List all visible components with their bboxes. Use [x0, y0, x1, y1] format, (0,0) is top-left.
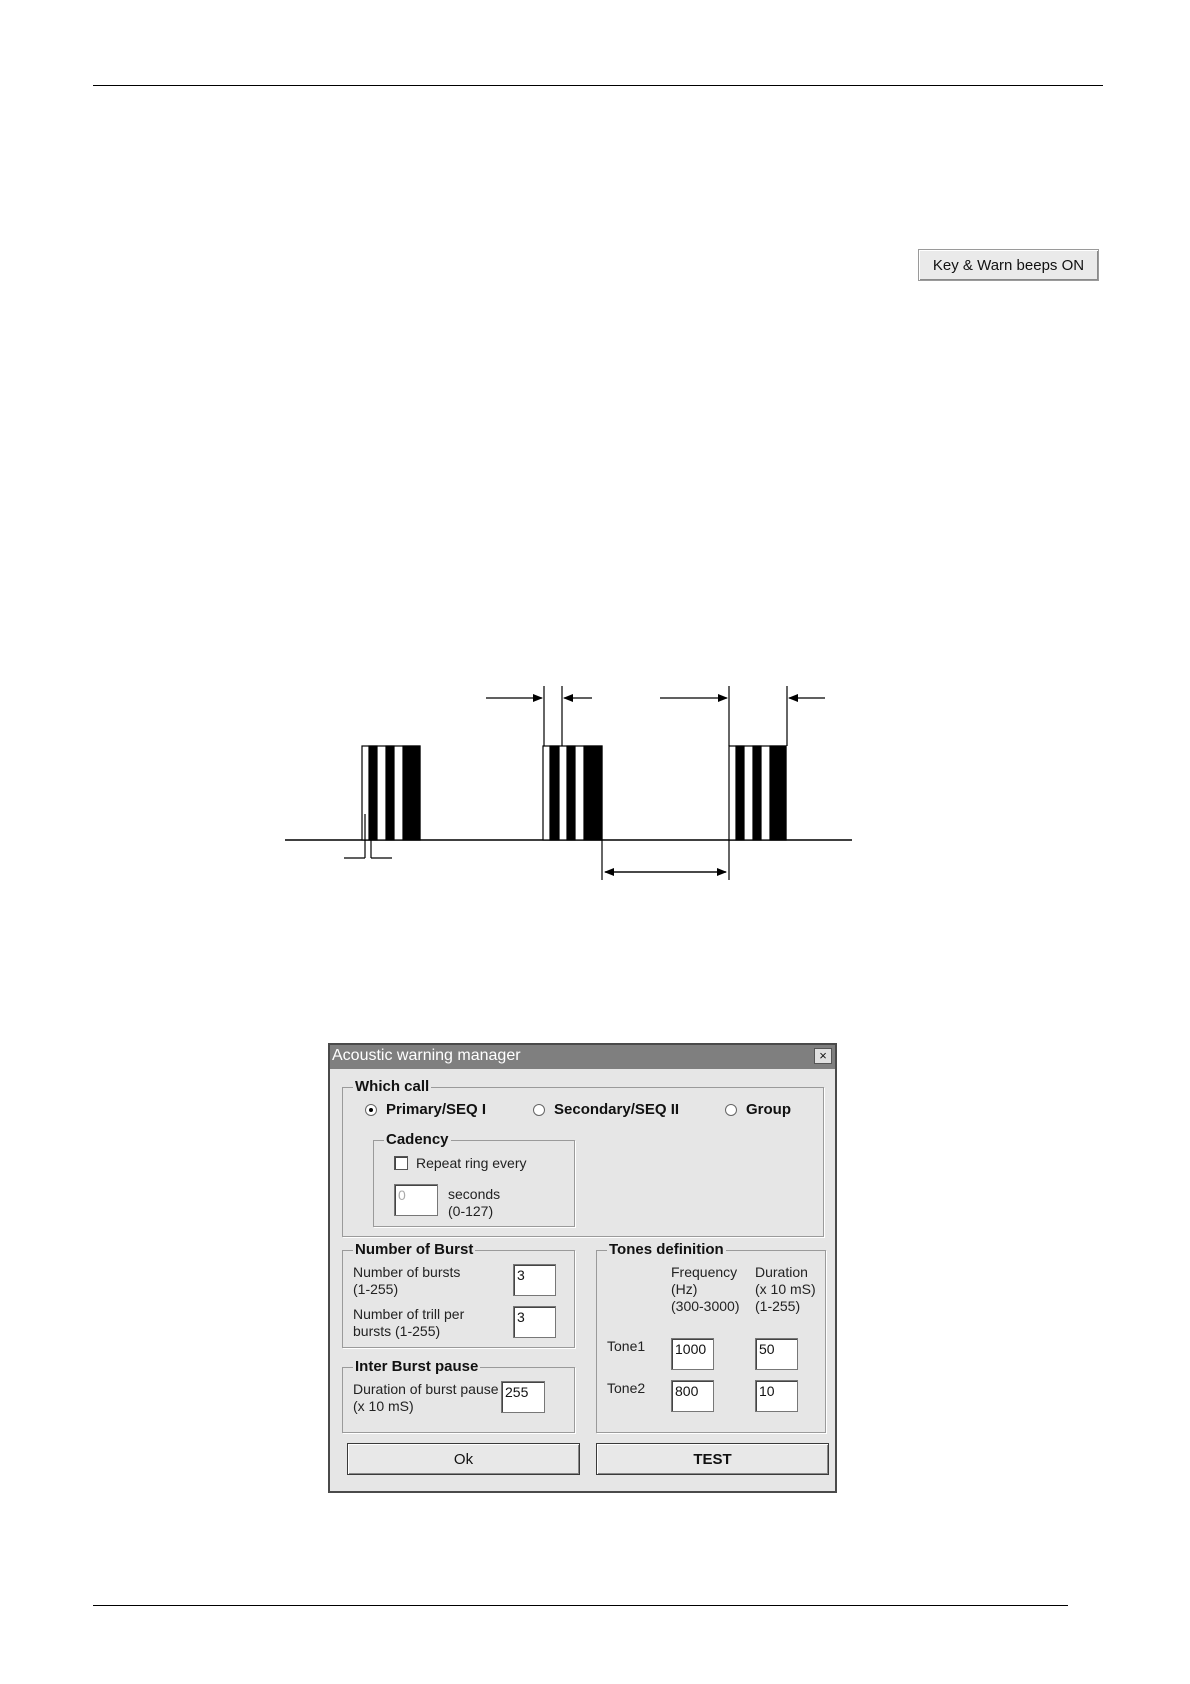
tone2-duration-field[interactable]: 10 [755, 1380, 798, 1412]
burst-duration-marker [660, 686, 825, 746]
burst-timing-diagram [280, 680, 880, 890]
seconds-label: seconds [448, 1186, 501, 1202]
trill-label: Number of trill per [353, 1306, 465, 1322]
tone1-duration-field[interactable]: 50 [755, 1338, 798, 1370]
repeat-ring-checkbox[interactable] [394, 1155, 527, 1171]
bursts-range-label: (1-255) [353, 1281, 399, 1297]
dialog-title: Acoustic warning manager [332, 1047, 521, 1064]
tone2-label: Tone2 [607, 1380, 646, 1396]
radio-group[interactable] [725, 1101, 791, 1118]
tone1-label: Tone1 [607, 1338, 646, 1354]
cadency-legend: Cadency [386, 1131, 449, 1148]
radio-label: Secondary/SEQ II [554, 1101, 680, 1118]
tones-definition-group [596, 1241, 826, 1433]
tone-duration-marker [486, 686, 592, 746]
burst-pause-label: Duration of burst pause [353, 1381, 499, 1397]
burst-pause-unit-label: (x 10 mS) [353, 1398, 414, 1414]
burst-3 [729, 746, 786, 840]
tone2-frequency-field[interactable]: 800 [671, 1380, 714, 1412]
ok-button[interactable]: Ok [347, 1443, 580, 1475]
tone1-frequency-field[interactable]: 1000 [671, 1338, 714, 1370]
footer-rule [93, 1605, 1068, 1606]
number-of-burst-legend: Number of Burst [355, 1241, 474, 1258]
burst-pause-field[interactable]: 255 [501, 1381, 545, 1413]
frequency-header: Frequency [671, 1264, 738, 1280]
burst-2 [543, 746, 602, 840]
radio-primary-seq1[interactable] [365, 1101, 486, 1118]
inter-burst-pause-group [342, 1358, 575, 1433]
header-rule [93, 85, 1103, 86]
duration-header: Duration [755, 1264, 808, 1280]
radio-label: Group [746, 1101, 791, 1118]
acoustic-warning-dialog [328, 1043, 837, 1493]
bursts-label: Number of bursts [353, 1264, 461, 1280]
key-warn-beeps-button[interactable]: Key & Warn beeps ON [918, 249, 1099, 281]
checkbox-icon [394, 1156, 408, 1170]
trill-range-label: bursts (1-255) [353, 1323, 441, 1339]
cadency-group [373, 1131, 575, 1227]
radio-secondary-seq2[interactable] [533, 1101, 679, 1118]
duration-range-header: (1-255) [755, 1298, 801, 1314]
radio-label: Primary/SEQ I [386, 1101, 487, 1118]
inter-burst-pause-marker [602, 840, 729, 880]
inter-burst-pause-legend: Inter Burst pause [355, 1358, 479, 1375]
which-call-group [342, 1078, 824, 1237]
frequency-range-header: (300-3000) [671, 1298, 740, 1314]
number-of-burst-group [342, 1241, 575, 1348]
trill-field[interactable]: 3 [513, 1306, 556, 1338]
which-call-legend: Which call [355, 1078, 430, 1095]
dialog-titlebar [330, 1045, 835, 1069]
bursts-field[interactable]: 3 [513, 1264, 556, 1296]
radio-unchecked-icon [533, 1104, 545, 1116]
frequency-unit-header: (Hz) [671, 1281, 698, 1297]
seconds-range-label: (0-127) [448, 1203, 494, 1219]
close-button[interactable] [814, 1048, 832, 1064]
close-icon: × [819, 1048, 827, 1063]
repeat-seconds-field[interactable]: 0 [394, 1184, 438, 1216]
tones-definition-legend: Tones definition [609, 1241, 724, 1258]
repeat-ring-label: Repeat ring every [416, 1155, 527, 1171]
duration-unit-header: (x 10 mS) [755, 1281, 816, 1297]
radio-unchecked-icon [725, 1104, 737, 1116]
test-button[interactable]: TEST [596, 1443, 829, 1475]
radio-checked-icon [365, 1104, 377, 1116]
